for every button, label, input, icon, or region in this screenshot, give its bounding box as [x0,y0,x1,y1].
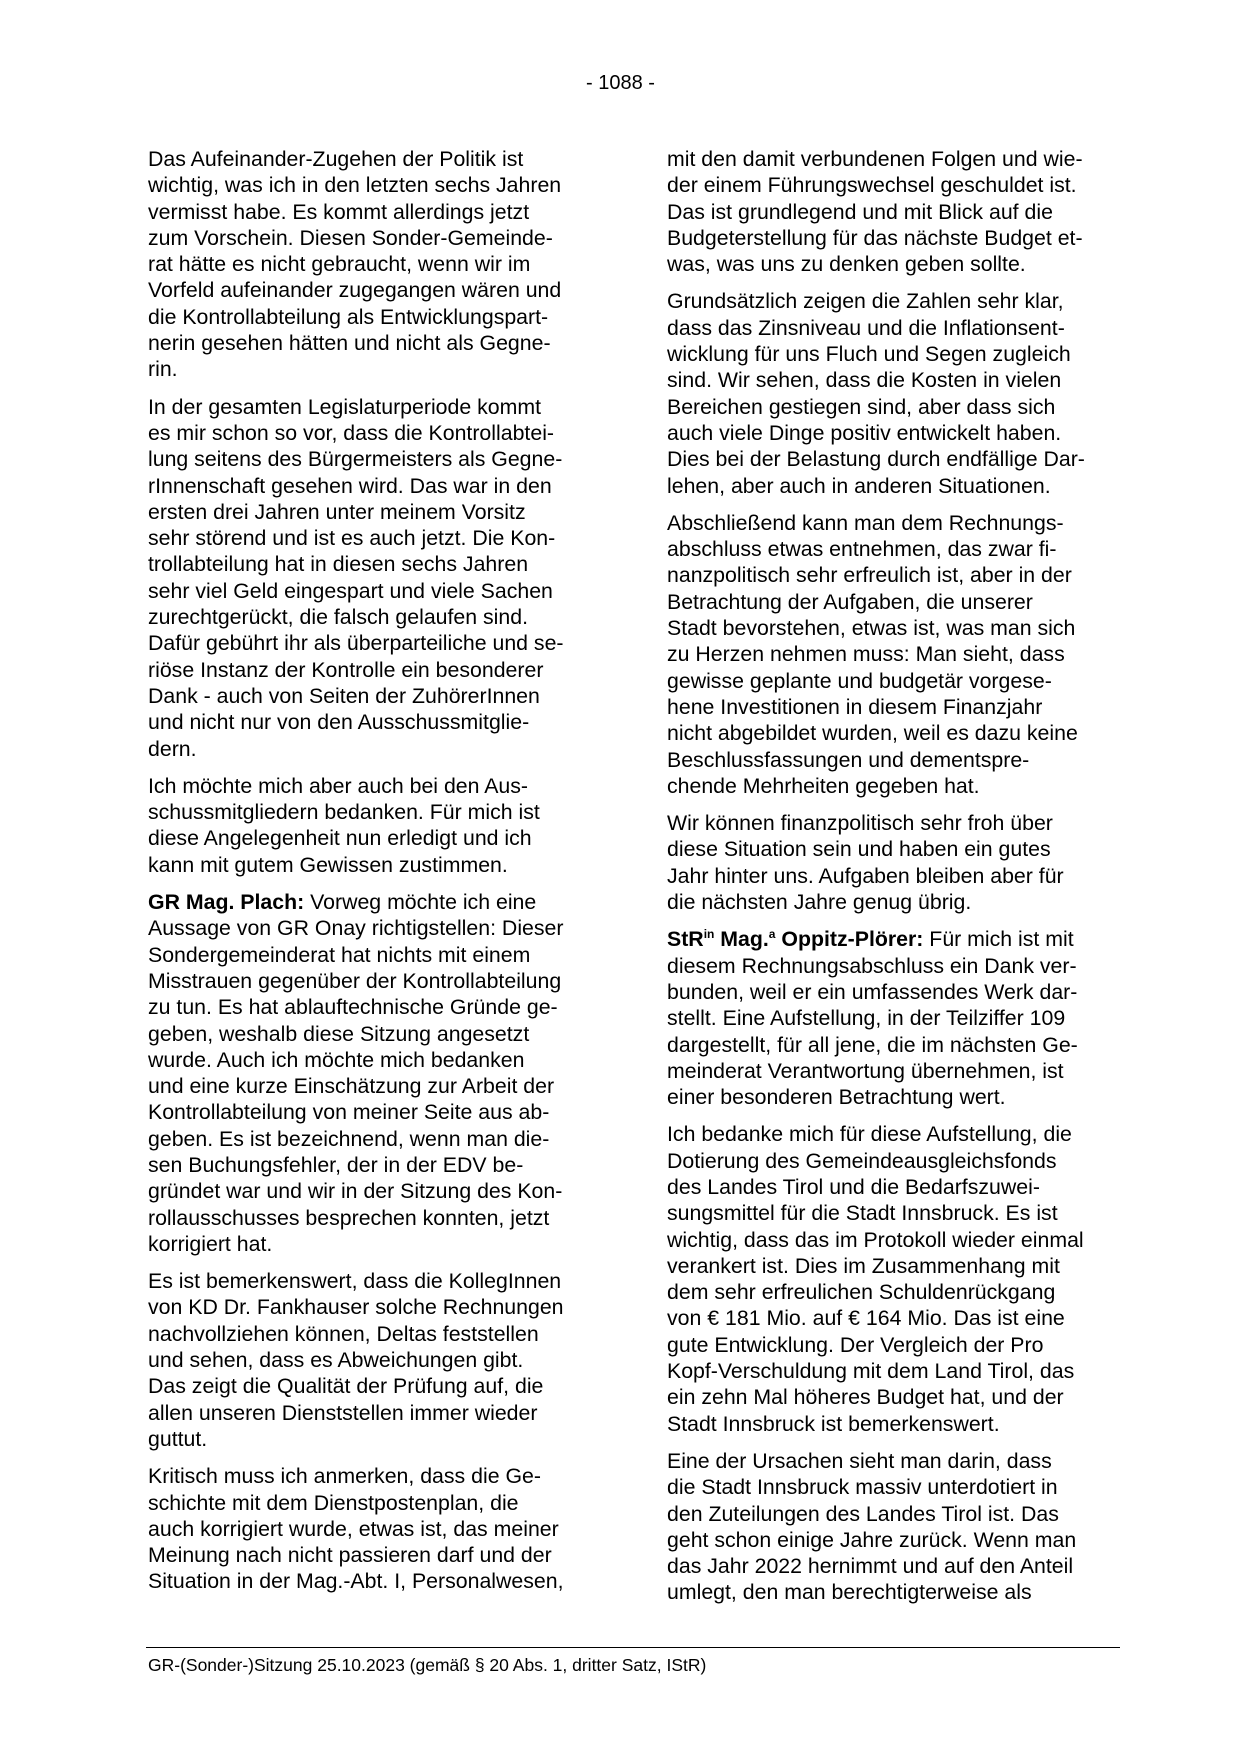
speaker-name [667,927,923,951]
speaker-paragraph [148,889,600,1257]
left-column [148,146,600,1606]
speaker-title-suffix: in [703,927,715,942]
paragraph: Wir können finanzpolitisch sehr froh über diese Situation sein und haben ein gutes Jahr hinter uns. Aufgaben bleiben aber für die nächsten Jahre genug übrig. [667,811,1064,915]
speaker-degree-suffix: a [768,927,776,942]
speech-text: Für mich ist mit diesem Rechnungsabschluss ein Dank ver- bunden, weil er ein umfassendes Werk dar- stellt. Eine Aufstellung, in der Teilziffer 109 dargestellt, für all jene, die im nächsten Ge- meinderat Verantwortung übernehmen, ist einer besonderen Betrachtung wert. [667,927,1078,1110]
speaker-degree: Mag. [714,927,769,952]
speaker-name: GR Mag. Plach: [148,890,305,915]
page-number: - 1088 - [586,72,655,94]
paragraph: Ich bedanke mich für diese Aufstellung, die Dotierung des Gemeindeausgleichsfonds des Landes Tirol und die Bedarfszuwei- sungsmittel für die Stadt Innsbruck. Es ist wichtig, dass das im Protokoll wieder einmal verankert ist. Dies im Zusammenhang mit dem sehr erfreulichen Schuldenrückgang von € 181 Mio. auf € 164 Mio. Das ist eine gute Entwicklung. Der Vergleich der Pro Kopf-Verschuldung mit dem Land Tirol, das ein zehn Mal höheres Budget hat, und der Stadt Innsbruck ist bemerkenswert. [667,1122,1084,1436]
paragraph: mit den damit verbundenen Folgen und wie- der einem Führungswechsel geschuldet ist. Das ist grundlegend und mit Blick auf die Budgeterstellung für das nächste Budget et- was, was uns zu denken geben sollte. [667,147,1083,277]
speech-text: Vorweg möchte ich eine Aussage von GR Onay richtigstellen: Dieser Sondergemeinderat hat nichts mit einem Misstrauen gegenüber der Kontrollabteilung zu tun. Es hat ablauftechnische Gründe ge- geben, weshalb diese Sitzung angesetzt wurde. Auch ich möchte mich bedanken und eine kurze Einschätzung zur Arbeit der Kontrollabteilung von meiner Seite aus ab- geben. Es ist bezeichnend, wenn man die- sen Buchungsfehler, der in der EDV be- gründet war und wir in der Sitzung des Kon- rollausschusses besprechen konnten, jetzt korrigiert hat. [148,890,564,1256]
speaker-title: StR [667,927,704,952]
paragraph: Es ist bemerkenswert, dass die KollegInnen von KD Dr. Fankhauser solche Rechnungen nachvollziehen können, Deltas feststellen und sehen, dass es Abweichungen gibt. Das zeigt die Qualität der Prüfung auf, die allen unseren Dienststellen immer wieder guttut. [148,1269,564,1451]
right-column [667,146,1121,1617]
paragraph: Eine der Ursachen sieht man darin, dass die Stadt Innsbruck massiv unterdotiert in den Zuteilungen des Landes Tirol ist. Das geht schon einige Jahre zurück. Wenn man das Jahr 2022 hernimmt und auf den Anteil umlegt, den man berechtigterweise als [667,1448,1077,1605]
paragraph: Abschließend kann man dem Rechnungs- abschluss etwas entnehmen, das zwar fi- nanzpolitisch sehr erfreulich ist, aber in der Betrachtung der Aufgaben, die unserer Stadt bevorstehen, etwas ist, was man sich zu Herzen nehmen muss: Man sieht, dass gewisse geplante und budgetär vorgese- hene Investitionen in diesem Finanzjahr nicht abgebildet wurden, weil es dazu keine Beschlussfassungen und dementspre- chende Mehrheiten gegeben hat. [667,510,1078,798]
speaker-paragraph [667,926,1121,1110]
paragraph: Kritisch muss ich anmerken, dass die Ge- schichte mit dem Dienstpostenplan, die auch korrigiert wurde, etwas ist, das meiner Meinung nach nicht passieren darf und der Situation in der Mag.-Abt. I, Personalwesen, [148,1464,564,1594]
paragraph: In der gesamten Legislaturperiode kommt es mir schon so vor, dass die Kontrollabtei- lung seitens des Bürgermeisters als Gegne- rInnenschaft gesehen wird. Das war in den ersten drei Jahren unter meinem Vorsitz sehr störend und ist es auch jetzt. Die Kon- trollabteilung hat in diesen sechs Jahren sehr viel Geld eingespart und viele Sachen zurechtgerückt, die falsch gelaufen sind. Dafür gebührt ihr als überparteiliche und se- riöse Instanz der Kontrolle ein besonderer Dank - auch von Seiten der ZuhörerInnen und nicht nur von den Ausschussmitglie- dern. [148,394,564,761]
speaker-surname: Oppitz-Plörer: [775,927,924,952]
footer-text: GR-(Sonder-)Sitzung 25.10.2023 (gemäß § 20 Abs. 1, dritter Satz, IStR) [148,1655,707,1675]
paragraph: Grundsätzlich zeigen die Zahlen sehr klar, dass das Zinsniveau und die Inflationsent- wicklung für uns Fluch und Segen zugleich sind. Wir sehen, dass die Kosten in vielen Bereichen gestiegen sind, aber dass sich auch viele Dinge positiv entwickelt haben. Dies bei der Belastung durch endfällige Dar- lehen, aber auch in anderen Situationen. [667,289,1085,498]
footer-divider [146,1647,1120,1648]
paragraph: Das Aufeinander-Zugehen der Politik ist wichtig, was ich in den letzten sechs Jahren vermisst habe. Es kommt allerdings jetzt zum Vorschein. Diesen Sonder-Gemeinde- rat hätte es nicht gebraucht, wenn wir im Vorfeld aufeinander zugegangen wären und die Kontrollabteilung als Entwicklungspart- nerin gesehen hätten und nicht als Gegne- rin. [148,147,562,382]
paragraph: Ich möchte mich aber auch bei den Aus- schussmitgliedern bedanken. Für mich ist diese Angelegenheit nun erledigt und ich kann mit gutem Gewissen zustimmen. [148,773,540,877]
